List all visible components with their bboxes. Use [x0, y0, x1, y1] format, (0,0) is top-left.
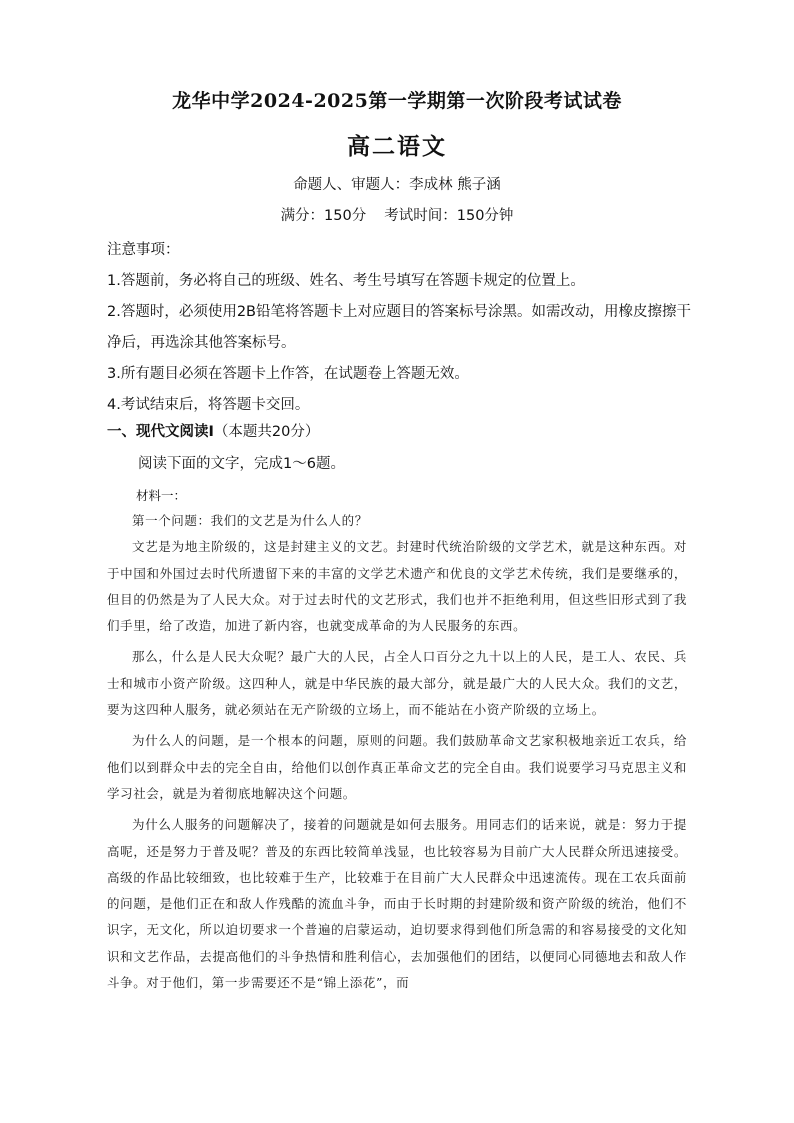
passage-paragraph: 那么，什么是人民大众呢？最广大的人民，占全人口百分之九十以上的人民，是工人、农民、兵士和城市小资产阶级。这四种人，就是中华民族的最大部分，就是最广大的人民大众。我们的文艺，要为这四种人服务，就必须站在无产阶级的立场上，而不能站在小资产阶级的立场上。	[107, 649, 687, 718]
exam-title: 龙华中学2024-2025第一学期第一次阶段考试试卷	[172, 90, 622, 112]
note-item-2: 2.答题时，必须使用2B铅笔将答题卡上对应题目的答案标号涂黑。如需改动，用橡皮擦擦干净后，再选涂其他答案标号。	[107, 304, 692, 351]
section-heading	[107, 420, 319, 441]
exam-notes	[107, 235, 691, 421]
material-label: 材料一：	[136, 488, 187, 503]
passage-paragraph: 为什么人服务的问题解决了，接着的问题就是如何去服务。用同志们的话来说，就是：努力于提高呢，还是努力于普及呢？普及的东西比较简单浅显，也比较容易为目前广大人民群众所迅速接受。高级的作品比较细致，也比较难于生产，比较难于在目前广大人民群众中迅速流传。现在工农兵面前的问题，是他们正在和敌人作残酷的流血斗争，而由于长时期的封建阶级和资产阶级的统治，他们不识字，无文化，所以迫切要求一个普遍的启蒙运动，迫切要求得到他们所急需的和容易接受的文化知识和文艺作品，去提高他们的斗争热情和胜利信心，去加强他们的团结，以便同心同德地去和敌人作斗争。对于他们，第一步需要还不是“锦上添花”，而	[107, 817, 687, 991]
section-instruction: 阅读下面的文字，完成1～6题。	[138, 456, 345, 472]
full-score: 满分：150分	[280, 208, 367, 224]
note-item-3: 3.所有题目必须在答题卡上作答，在试题卷上答题无效。	[107, 366, 469, 382]
reading-passage	[107, 508, 687, 996]
passage-paragraph: 文艺是为地主阶级的，这是封建主义的文艺。封建时代统治阶级的文学艺术，就是这种东西。对于中国和外国过去时代所遗留下来的丰富的文学艺术遗产和优良的文学艺术传统，我们是要继承的，但目的仍然是为了人民大众。对于过去时代的文艺形式，我们也并不拒绝利用，但这些旧形式到了我们手里，给了改造，加进了新内容，也就变成革命的为人民服务的东西。	[107, 539, 687, 634]
exam-authors: 命题人、审题人：李成林 熊子涵	[293, 177, 501, 193]
section-points: （本题共20分）	[213, 424, 320, 440]
passage-paragraph: 第一个问题：我们的文艺是为什么人的？	[132, 513, 368, 528]
passage-paragraph: 为什么人的问题，是一个根本的问题，原则的问题。我们鼓励革命文艺家积极地亲近工农兵，给他们以到群众中去的完全自由，给他们以创作真正革命文艺的完全自由。我们说要学习马克思主义和学习社会，就是为着彻底地解决这个问题。	[107, 733, 687, 801]
exam-score-time	[0, 204, 794, 225]
subject-title: 高二语文	[347, 133, 447, 160]
note-item-4: 4.考试结束后，将答题卡交回。	[107, 397, 310, 413]
section-title: 一、现代文阅读Ⅰ	[107, 424, 214, 440]
exam-time: 考试时间：150分钟	[384, 208, 514, 224]
notes-heading: 注意事项：	[107, 242, 180, 258]
note-item-1: 1.答题前，务必将自己的班级、姓名、考生号填写在答题卡规定的位置上。	[107, 273, 585, 289]
